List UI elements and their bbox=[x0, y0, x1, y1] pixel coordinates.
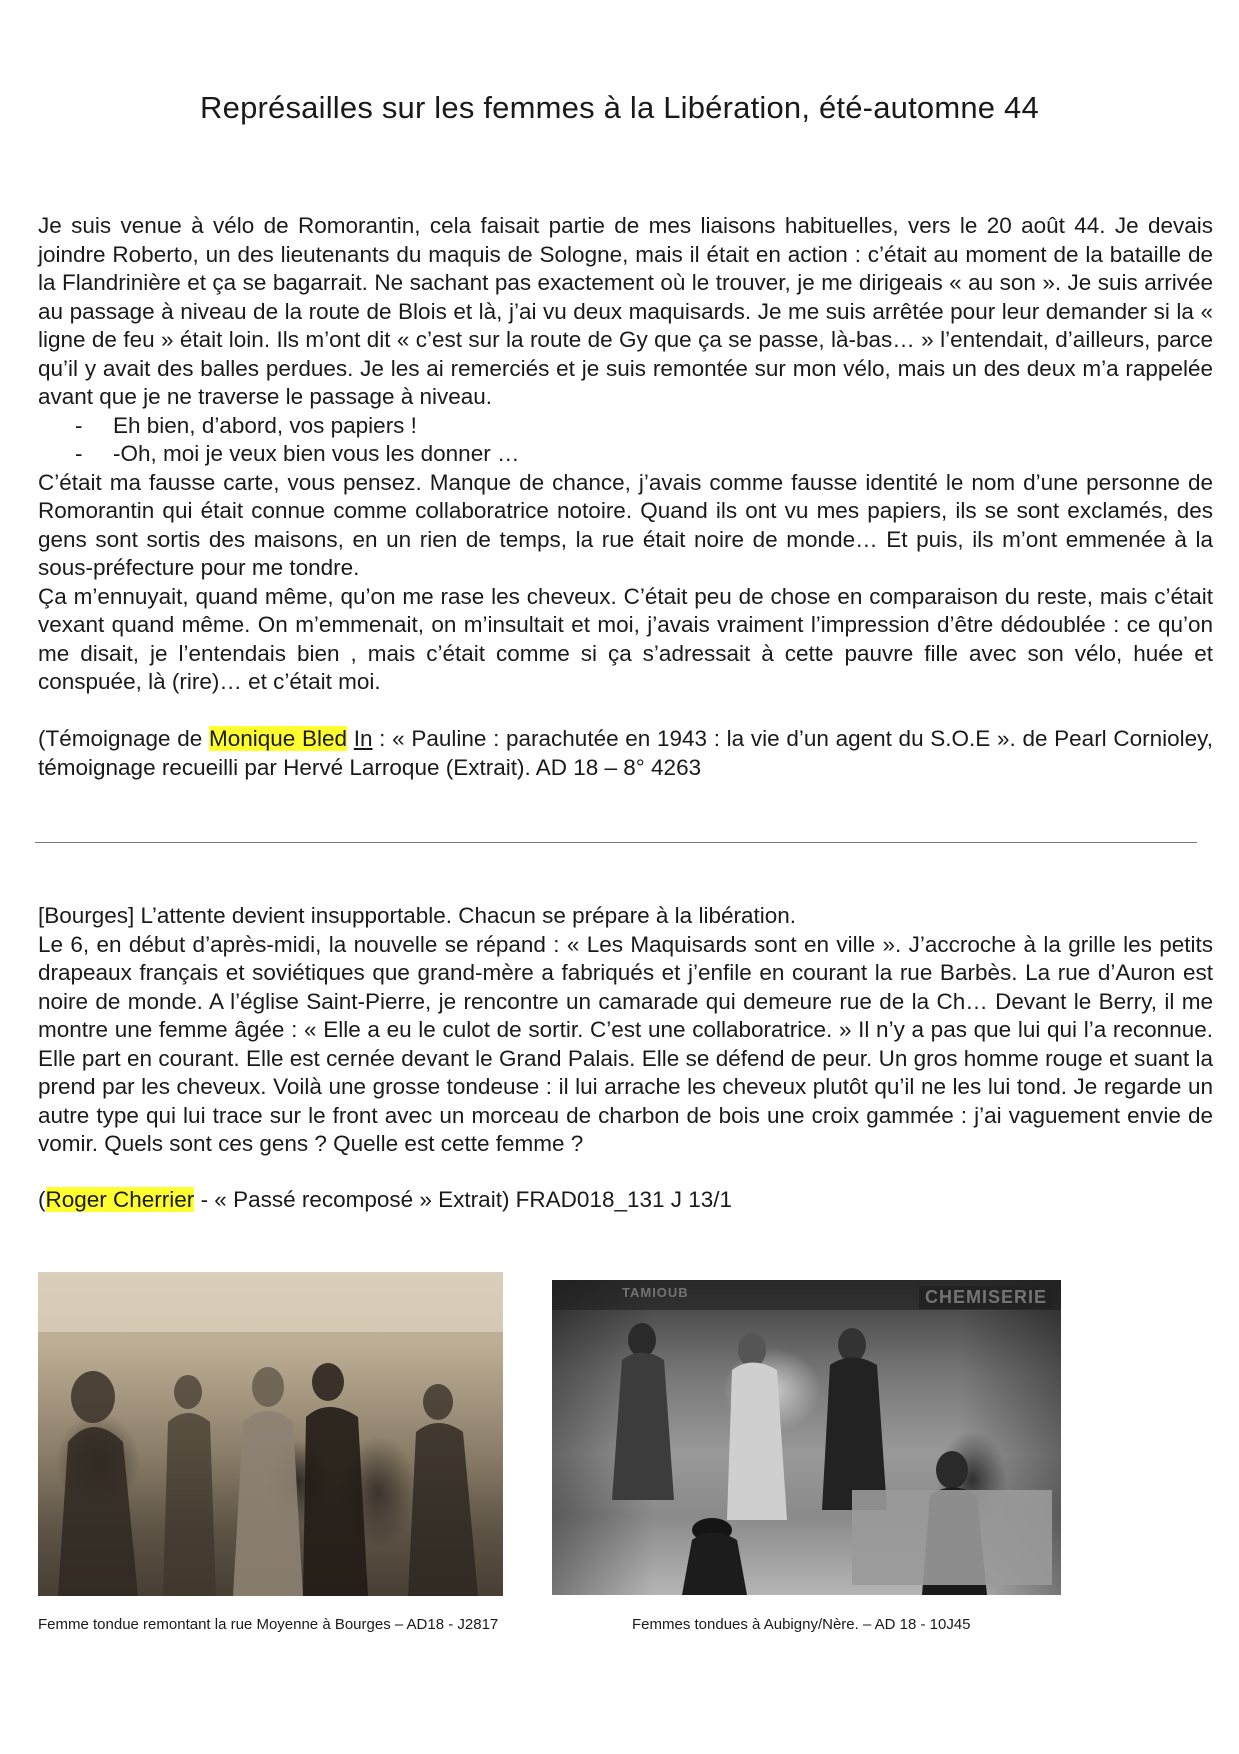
testimony-2-paragraph: [Bourges] L’attente devient insupportable. Chacun se prépare à la libération. bbox=[38, 903, 797, 928]
photo-aubigny-silhouettes bbox=[552, 1280, 1061, 1595]
dialogue-line bbox=[38, 440, 1213, 469]
testimony-2-source bbox=[38, 1186, 1213, 1215]
section-divider bbox=[35, 842, 1197, 843]
dialogue-list bbox=[38, 412, 1213, 469]
testimony-2 bbox=[38, 902, 1213, 1159]
dash-marker: - bbox=[75, 441, 83, 466]
source-rest: : « Pauline : parachutée en 1943 : la vie d’un agent du S.O.E ». de Pearl Cornioley, témoignage recueilli par Hervé Larroque (Extrait). AD 18 – 8° 4263 bbox=[38, 726, 1213, 780]
in-label: In bbox=[353, 726, 373, 751]
testimony-1-source bbox=[38, 725, 1213, 782]
testimony-1-paragraph: Je suis venue à vélo de Romorantin, cela faisait partie de mes liaisons habituelles, vers le 20 août 44. Je devais joindre Roberto, un des lieutenants du maquis de Sologne, mais il était en action : c’était au moment de la bataille de la Flandrinière et ça se bagarrait. Ne sachant pas exactement où le trouver, je me dirigeais « au son ». Je suis arrivée au passage à niveau de la route de Blois et là, j’ai vu deux maquisards. Je me suis arrêtée pour leur demander si la « ligne de feu » était loin. Ils m’ont dit « c’est sur la route de Gy que ça se passe, là-bas… » l’entendait, d’ailleurs, parce qu’il y avait des balles perdues. Je les ai remerciés et je suis remontée sur mon vélo, mais un des deux m’a rappelée avant que je ne traverse le passage à niveau. bbox=[38, 213, 1213, 409]
testimony-2-paragraph: Le 6, en début d’après-midi, la nouvelle se répand : « Les Maquisards sont en ville ». J’accroche à la grille les petits drapeaux français et soviétiques que grand-mère a fabriqués et j’enfile en courant la rue Barbès. La rue d’Auron est noire de monde. A l’église Saint-Pierre, je rencontre un camarade qui demeure rue de la Ch… Devant le Berry, il me montre une femme âgée : « Elle a eu le culot de sortir. C’est une collaboratrice. » Il n’y a pas que lui qui l’a reconnue. Elle part en courant. Elle est cernée devant le Grand Palais. Elle se défend de peur. Un gros homme rouge et suant la prend par les cheveux. Voilà une grosse tondeuse : il lui arrache les cheveux plutôt qu’il ne les lui tond. Je regarde un autre type qui lui trace sur le front avec un morceau de charbon de bois une croix gammée : j’ai vaguement envie de vomir. Quels sont ces gens ? Quelle est cette femme ? bbox=[38, 931, 1213, 1156]
dialogue-text: -Oh, moi je veux bien vous les donner … bbox=[113, 441, 520, 466]
testimony-1-paragraph: Ça m’ennuyait, quand même, qu’on me rase les cheveux. C’était peu de chose en comparaison du reste, mais c’était vexant quand même. On m’emmenait, on m’insultait et moi, j’avais vraiment l’impression d’être dédoublée : ce qu’on me disait, je l’entendais bien , mais c’était comme si ça s’adressait à cette pauvre fille avec son vélo, huée et conspuée, là (rire)… et c’était moi. bbox=[38, 583, 1213, 694]
author-highlight: Roger Cherrier bbox=[45, 1187, 195, 1212]
testimony-1 bbox=[38, 212, 1213, 697]
photo-caption: Femmes tondues à Aubigny/Nère. – AD 18 - 10J45 bbox=[632, 1616, 971, 1633]
page-title: Représailles sur les femmes à la Libération, été-automne 44 bbox=[200, 90, 1039, 125]
photo-bourges-silhouettes bbox=[38, 1272, 503, 1596]
photo-bourges bbox=[38, 1272, 503, 1596]
photo-caption: Femme tondue remontant la rue Moyenne à Bourges – AD18 - J2817 bbox=[38, 1616, 499, 1633]
dash-marker: - bbox=[75, 412, 83, 438]
source-citation bbox=[38, 1186, 1213, 1215]
photo-aubigny bbox=[552, 1280, 1061, 1595]
source-rest: - « Passé recomposé » Extrait) FRAD018_131 J 13/1 bbox=[194, 1187, 733, 1212]
source-citation bbox=[38, 725, 1213, 782]
testimony-1-paragraph: C’était ma fausse carte, vous pensez. Manque de chance, j’avais comme fausse identité le nom d’une personne de Romorantin qui était connue comme collaboratrice notoire. Quand ils ont vu mes papiers, ils se sont exclamés, des gens sont sortis des maisons, en un rien de temps, la rue était noire de monde… Et puis, ils m’ont emmenée à la sous-préfecture pour me tondre. bbox=[38, 469, 1213, 580]
dialogue-text: Eh bien, d’abord, vos papiers ! bbox=[113, 412, 417, 438]
dialogue-line bbox=[38, 412, 1213, 441]
author-highlight: Monique Bled bbox=[208, 726, 348, 751]
source-open: ( bbox=[38, 1187, 46, 1212]
source-prefix: (Témoignage de bbox=[38, 726, 209, 751]
